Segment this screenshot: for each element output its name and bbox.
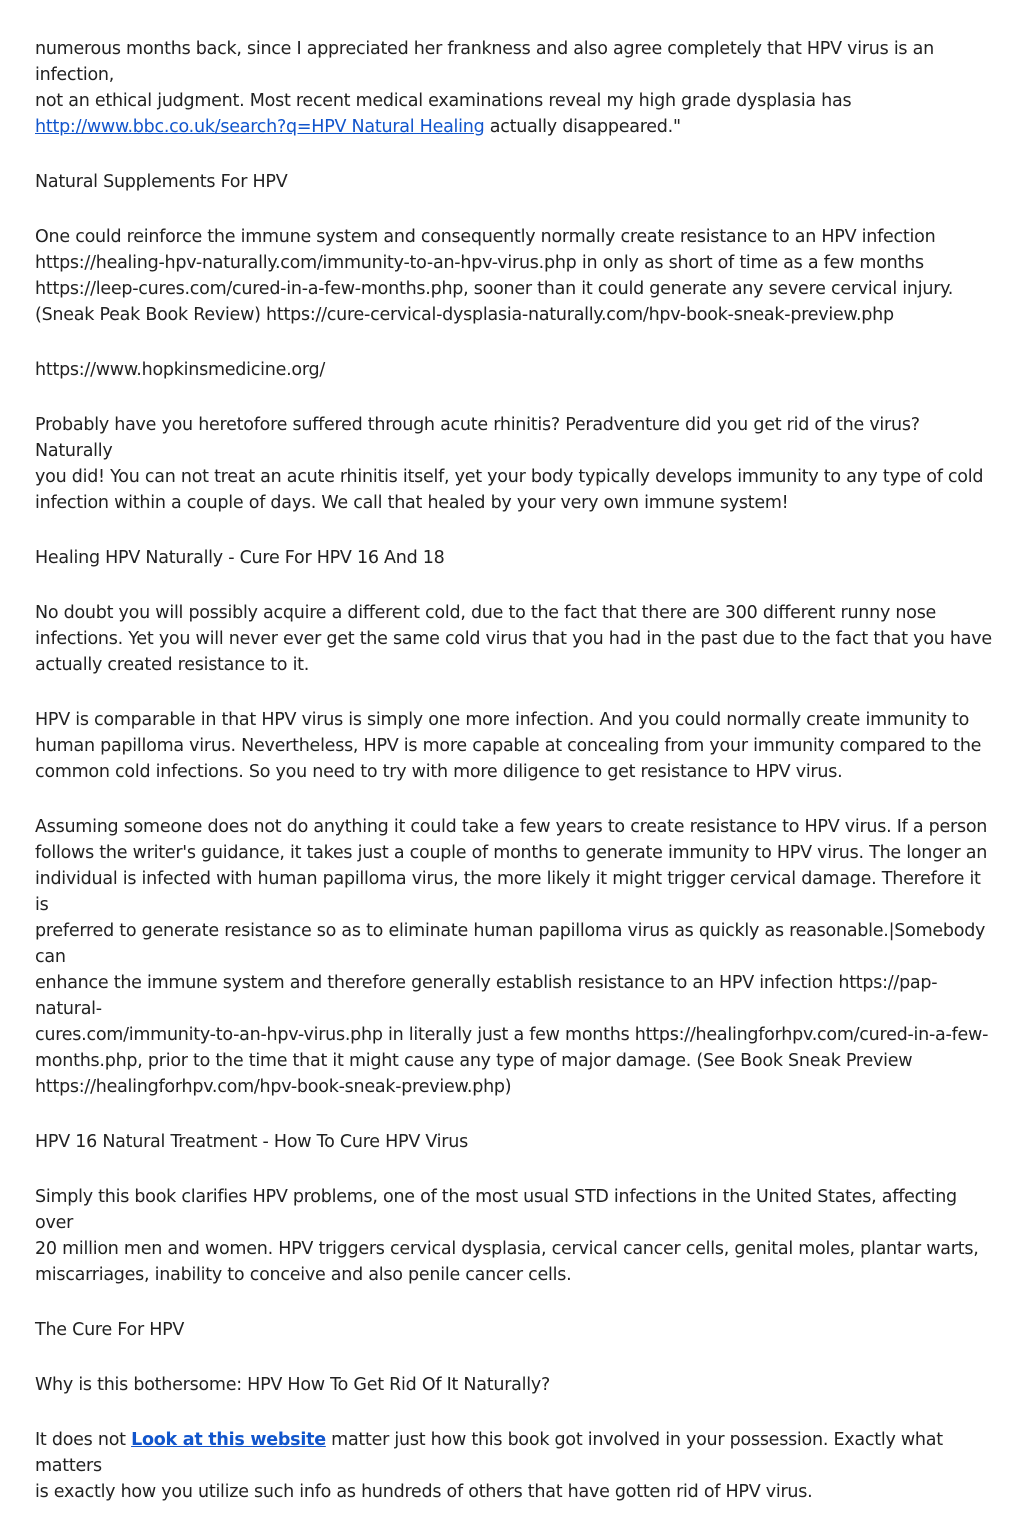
possession-text-start: It does not [35, 1430, 132, 1450]
paragraph-hpv-comparable: HPV is comparable in that HPV virus is simply one more infection. And you could normally create immunity to human papilloma virus. Nevertheless, HPV is more capable at concealing from your immunity compared to the common cold infections. So you need to try with more diligence to get resistance to HPV virus. [35, 710, 982, 782]
heading-natural-supplements: Natural Supplements For HPV [35, 172, 288, 192]
look-at-website-link[interactable]: Look at this website [131, 1430, 326, 1450]
heading-cure-for-hpv: The Cure For HPV [35, 1320, 185, 1340]
paragraph-possession [35, 1427, 995, 1505]
paragraph-testimonial [35, 36, 995, 140]
paragraph-cold-virus: No doubt you will possibly acquire a different cold, due to the fact that there are 300 different runny nose infections. Yet you will never ever get the same cold virus that you had in the past due to the fact that you have actually created resistance to it. [35, 603, 992, 675]
heading-hpv16-treatment: HPV 16 Natural Treatment - How To Cure HPV Virus [35, 1132, 468, 1152]
paragraph-immune-system: One could reinforce the immune system and consequently normally create resistance to an HPV infection https://healing-hpv-naturally.com/immunity-to-an-hpv-virus.php in only as short of time as a few months https://leep-cures.com/cured-in-a-few-months.php, sooner than it could generate any severe cervical injury. (Sneak Peak Book Review) https://cure-cervical-dysplasia-naturally.com/hpv-book-sneak-preview.php [35, 227, 954, 325]
paragraph-acute-rhinitis: Probably have you heretofore suffered through acute rhinitis? Peradventure did you get rid of the virus? Naturally you did! You can not treat an acute rhinitis itself, yet your body typically develops immunity to any type of cold infection within a couple of days. We call that healed by your very own immune system! [35, 415, 984, 513]
testimonial-text: numerous months back, since I appreciated her frankness and also agree completely that HPV virus is an infection, not an ethical judgment. Most recent medical examinations reveal my high grade dysplasia has [35, 39, 934, 111]
paragraph-bothersome: Why is this bothersome: HPV How To Get Rid Of It Naturally? [35, 1375, 550, 1395]
heading-healing-hpv: Healing HPV Naturally - Cure For HPV 16 And 18 [35, 548, 445, 568]
document-body [35, 36, 995, 1534]
testimonial-text-end: actually disappeared." [484, 117, 681, 137]
possession-text-end: matter just how this book got involved in your possession. Exactly what matters is exactly how you utilize such info as hundreds of others that have gotten rid of HPV virus. [35, 1430, 943, 1502]
paragraph-resistance: Assuming someone does not do anything it could take a few years to create resistance to HPV virus. If a person follows the writer's guidance, it takes just a couple of months to generate immunity to HPV virus. The longer an individual is infected with human papilloma virus, the more likely it might trigger cervical damage. Therefore it is preferred to generate resistance so as to eliminate human papilloma virus as quickly as reasonable.|Somebody can enhance the immune system and therefore generally establish resistance to an HPV infection https://pap-natural- cures.com/immunity-to-an-hpv-virus.php in literally just a few months https://healingforhpv.com/cured-in-a-few- months.php, prior to the time that it might cause any type of major damage. (See Book Sneak Preview https://healingforhpv.com/hpv-book-sneak-preview.php) [35, 817, 989, 1097]
paragraph-hopkins-url: https://www.hopkinsmedicine.org/ [35, 360, 326, 380]
bbc-search-link[interactable]: http://www.bbc.co.uk/search?q=HPV Natural Healing [35, 117, 485, 137]
paragraph-book-clarifies: Simply this book clarifies HPV problems, one of the most usual STD infections in the United States, affecting over 20 million men and women. HPV triggers cervical dysplasia, cervical cancer cells, genital moles, plantar warts, miscarriages, inability to conceive and also penile cancer cells. [35, 1187, 979, 1285]
